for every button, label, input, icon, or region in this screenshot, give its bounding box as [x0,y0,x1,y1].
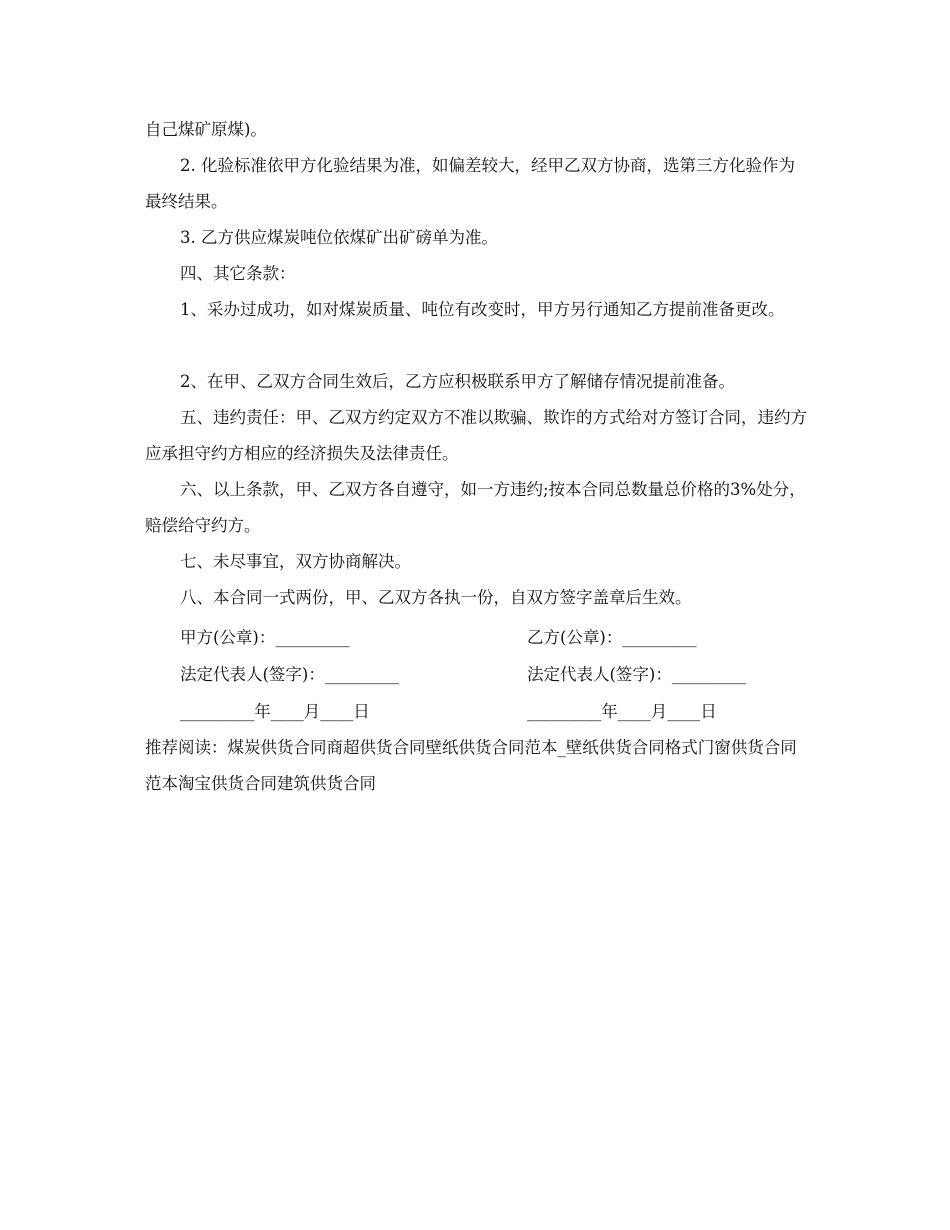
paragraph-clause-3-3: 3. 乙方供应煤炭吨位依煤矿出矿磅单为准。 [180,228,498,247]
signature-row-seal [180,620,820,656]
paragraph-clause-4-2: 2、在甲、乙双方合同生效后，乙方应积极联系甲方了解储存情况提前准备。 [180,372,735,391]
party-a-date-line: _________年____月____日 [180,702,370,721]
paragraph-clause-3-2: 2. 化验标准依甲方化验结果为准，如偏差较大，经甲乙双方协商，选第三方化验作为最终结果。 [145,156,795,211]
signature-row-representative [180,657,820,693]
signature-row-date [180,694,820,730]
paragraph-copies-effective: 八、本合同一式两份，甲、乙双方各执一份，自双方签字盖章后生效。 [180,588,692,607]
party-b-seal-line: 乙方(公章)：_________ [527,628,697,647]
paragraph-compliance-penalty: 六、以上条款，甲、乙双方各自遵守，如一方违约;按本合同总数量总价格的3%处分，赔偿给守约方。 [145,480,806,535]
paragraph-clause-4-1: 1、采办过成功，如对煤炭质量、吨位有改变时，甲方另行通知乙方提前准备更改。 [180,300,785,319]
party-b-date-line: _________年____月____日 [527,702,717,721]
section-heading-other-terms: 四、其它条款： [180,264,296,283]
party-a-representative-line: 法定代表人(签字)：_________ [180,665,400,684]
party-a-seal-line: 甲方(公章)：_________ [180,628,350,647]
recommended-reading: 推荐阅读：煤炭供货合同商超供货合同壁纸供货合同范本_壁纸供货合同格式门窗供货合同范本淘宝供货合同建筑供货合同 [145,738,797,793]
paragraph-coal-source-end: 自己煤矿原煤)。 [145,120,267,139]
paragraph-unresolved-matters: 七、未尽事宜，双方协商解决。 [180,552,411,571]
paragraph-breach-liability: 五、违约责任：甲、乙双方约定双方不准以欺骗、欺诈的方式给对方签订合同，违约方应承担守约方相应的经济损失及法律责任。 [145,408,807,463]
party-b-representative-line: 法定代表人(签字)：_________ [527,665,747,684]
